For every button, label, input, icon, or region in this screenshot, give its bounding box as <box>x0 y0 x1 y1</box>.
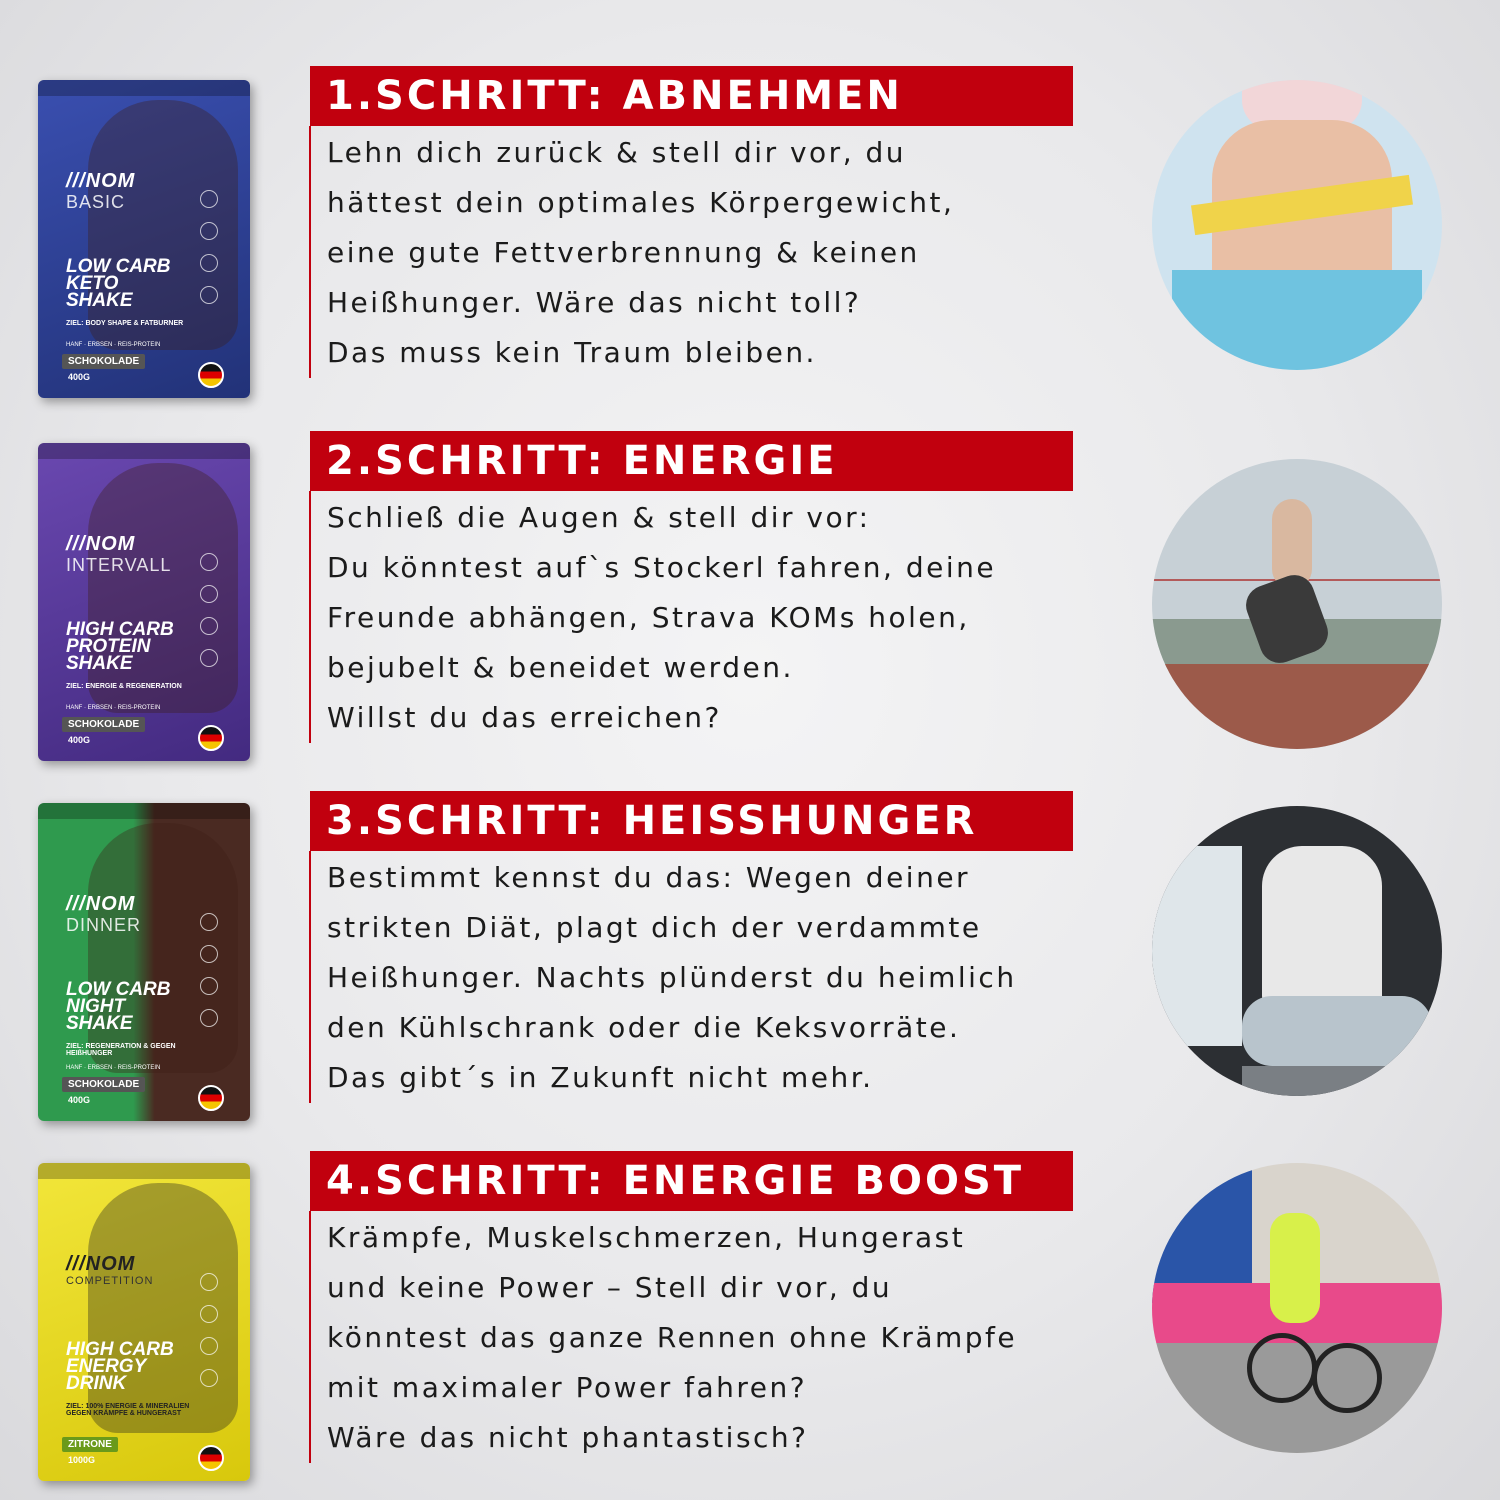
diet-icons <box>200 1273 220 1401</box>
diet-icons <box>200 190 220 318</box>
product-pack-dinner: ///NOM DINNER LOW CARB NIGHT SHAKE ZIEL: REGENERATION & GEGEN HEIßHUNGER HANF · ERBSEN · REIS-PROTEIN SCHOKOLADE 400G <box>38 803 250 1121</box>
step-section-2 <box>0 431 1500 771</box>
step-title: 3.SCHRITT: HEISSHUNGER <box>310 791 1073 851</box>
photo-cyclist-race <box>1152 1163 1442 1453</box>
step-description: Schließ die Augen & stell dir vor: Du könntest auf`s Stockerl fahren, deine Freunde abhängen, Strava KOMs holen, bejubelt & beneidet werden. Willst du das erreichen? <box>309 491 1099 743</box>
step-section-1 <box>0 66 1500 406</box>
german-flag-icon <box>198 1085 224 1111</box>
product-pack-intervall: ///NOM INTERVALL HIGH CARB PROTEIN SHAKE ZIEL: ENERGIE & REGENERATION HANF · ERBSEN · REIS-PROTEIN SCHOKOLADE 400G <box>38 443 250 761</box>
step-description: Lehn dich zurück & stell dir vor, du hättest dein optimales Körpergewicht, eine gute Fettverbrennung & keinen Heißhunger. Wäre das nicht toll? Das muss kein Traum bleiben. <box>309 126 1099 378</box>
german-flag-icon <box>198 362 224 388</box>
photo-sprinter <box>1152 459 1442 749</box>
step-title: 4.SCHRITT: ENERGIE BOOST <box>310 1151 1073 1211</box>
photo-fridge-snacking <box>1152 806 1442 1096</box>
step-description: Bestimmt kennst du das: Wegen deiner strikten Diät, plagt dich der verdammte Heißhunger. Nachts plünderst du heimlich den Kühlschrank oder die Keksvorräte. Das gibt´s in Zukunft nicht mehr. <box>309 851 1099 1103</box>
step-section-4 <box>0 1151 1500 1491</box>
product-pack-basic: ///NOM BASIC LOW CARB KETO SHAKE ZIEL: BODY SHAPE & FATBURNER HANF · ERBSEN · REIS-PROTEIN SCHOKOLADE 400G <box>38 80 250 398</box>
step-section-3 <box>0 791 1500 1131</box>
diet-icons <box>200 553 220 681</box>
step-title: 1.SCHRITT: ABNEHMEN <box>310 66 1073 126</box>
product-pack-competition: ///NOM COMPETITION HIGH CARB ENERGY DRINK ZIEL: 100% ENERGIE & MINERALIEN GEGEN KRÄMPFE & HUNGERAST ZITRONE 1000G <box>38 1163 250 1481</box>
german-flag-icon <box>198 725 224 751</box>
photo-waist-measuring <box>1152 80 1442 370</box>
diet-icons <box>200 913 220 1041</box>
step-description: Krämpfe, Muskelschmerzen, Hungerast und keine Power – Stell dir vor, du könntest das ganze Rennen ohne Krämpfe mit maximaler Power fahren? Wäre das nicht phantastisch? <box>309 1211 1099 1463</box>
step-title: 2.SCHRITT: ENERGIE <box>310 431 1073 491</box>
german-flag-icon <box>198 1445 224 1471</box>
